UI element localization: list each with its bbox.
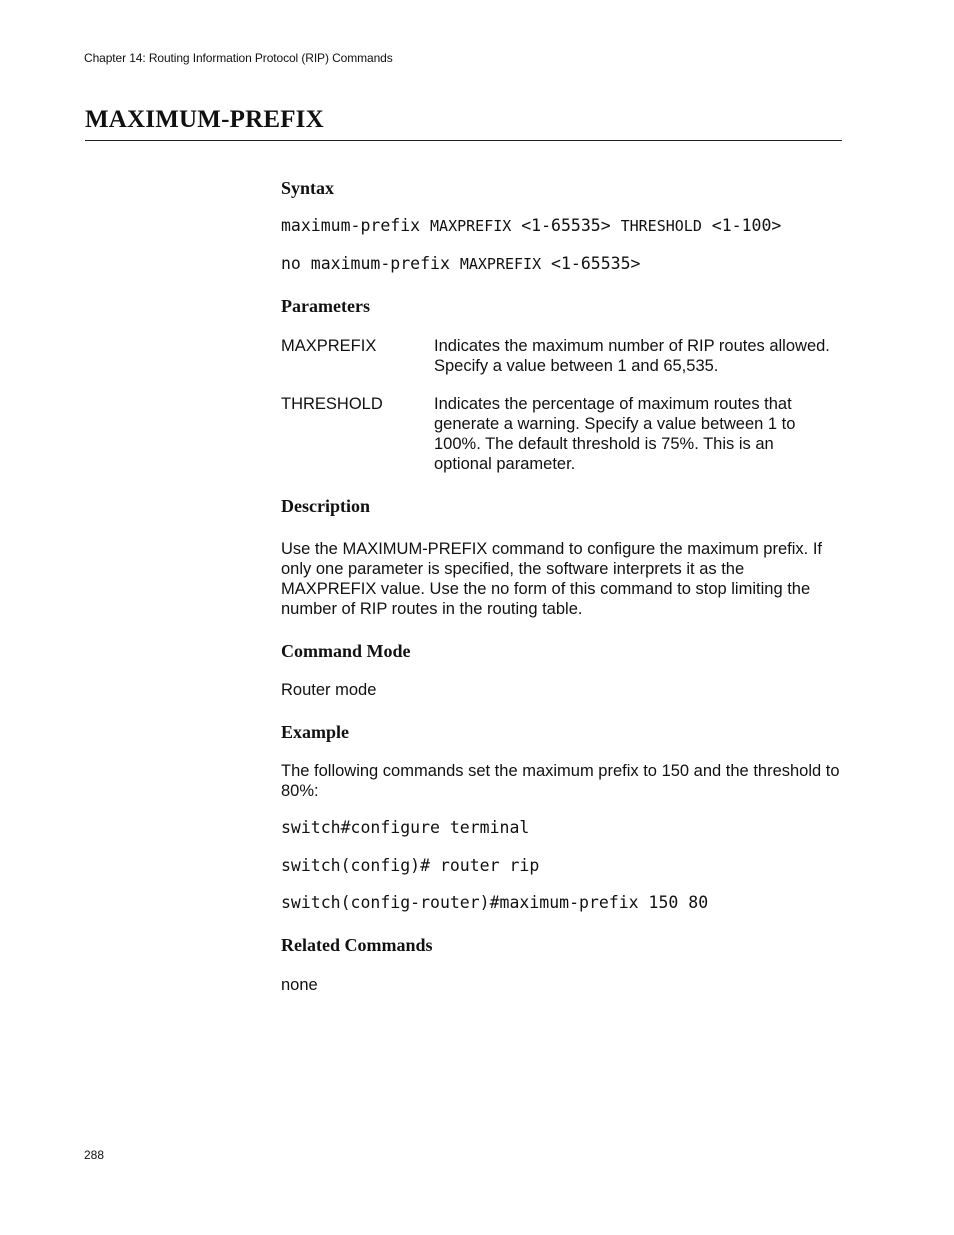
syntax-range: <1-65535> [551, 254, 641, 273]
syntax-line-1 [281, 216, 781, 235]
parameters-heading: Parameters [281, 296, 370, 316]
param-description: Indicates the maximum number of RIP routes allowed. Specify a value between 1 and 65,535. [434, 337, 830, 375]
syntax-heading: Syntax [281, 178, 335, 198]
page-title: MAXIMUM-PREFIX [85, 106, 324, 133]
description-text: Use the MAXIMUM-PREFIX command to configure the maximum prefix. If only one parameter is specified, the software interprets it as the MAXPREFIX value. Use the no form of this command to stop limiting the number of RIP routes in the routing table. [281, 540, 822, 618]
param-description: Indicates the percentage of maximum routes that generate a warning. Specify a value between 1 to 100%. The default threshold is 75%. This is an optional parameter. [434, 395, 796, 473]
example-code-line: switch#configure terminal [281, 818, 530, 837]
running-header: Chapter 14: Routing Information Protocol (RIP) Commands [84, 51, 393, 65]
syntax-range: <1-65535> [521, 216, 611, 235]
param-name: MAXPREFIX [281, 337, 377, 355]
syntax-line-2 [281, 254, 640, 273]
title-rule [85, 140, 842, 141]
related-commands-text: none [281, 976, 318, 994]
page-number: 288 [84, 1148, 105, 1162]
syntax-param-threshold: THRESHOLD [620, 217, 702, 235]
command-mode-heading: Command Mode [281, 641, 411, 661]
related-commands-heading: Related Commands [281, 935, 433, 955]
example-code-line: switch(config-router)#maximum-prefix 150 80 [281, 893, 709, 912]
description-heading: Description [281, 496, 370, 516]
syntax-param-maxprefix: MAXPREFIX [430, 217, 512, 235]
example-text: The following commands set the maximum prefix to 150 and the threshold to 80%: [281, 762, 840, 800]
example-heading: Example [281, 722, 350, 742]
syntax-param-maxprefix: MAXPREFIX [459, 255, 542, 273]
syntax-range: <1-100> [711, 216, 782, 235]
example-code-line: switch(config)# router rip [281, 856, 540, 875]
command-mode-text: Router mode [281, 681, 377, 699]
syntax-command: no maximum-prefix [281, 254, 450, 273]
syntax-command: maximum-prefix [281, 216, 421, 235]
param-name: THRESHOLD [281, 395, 383, 413]
